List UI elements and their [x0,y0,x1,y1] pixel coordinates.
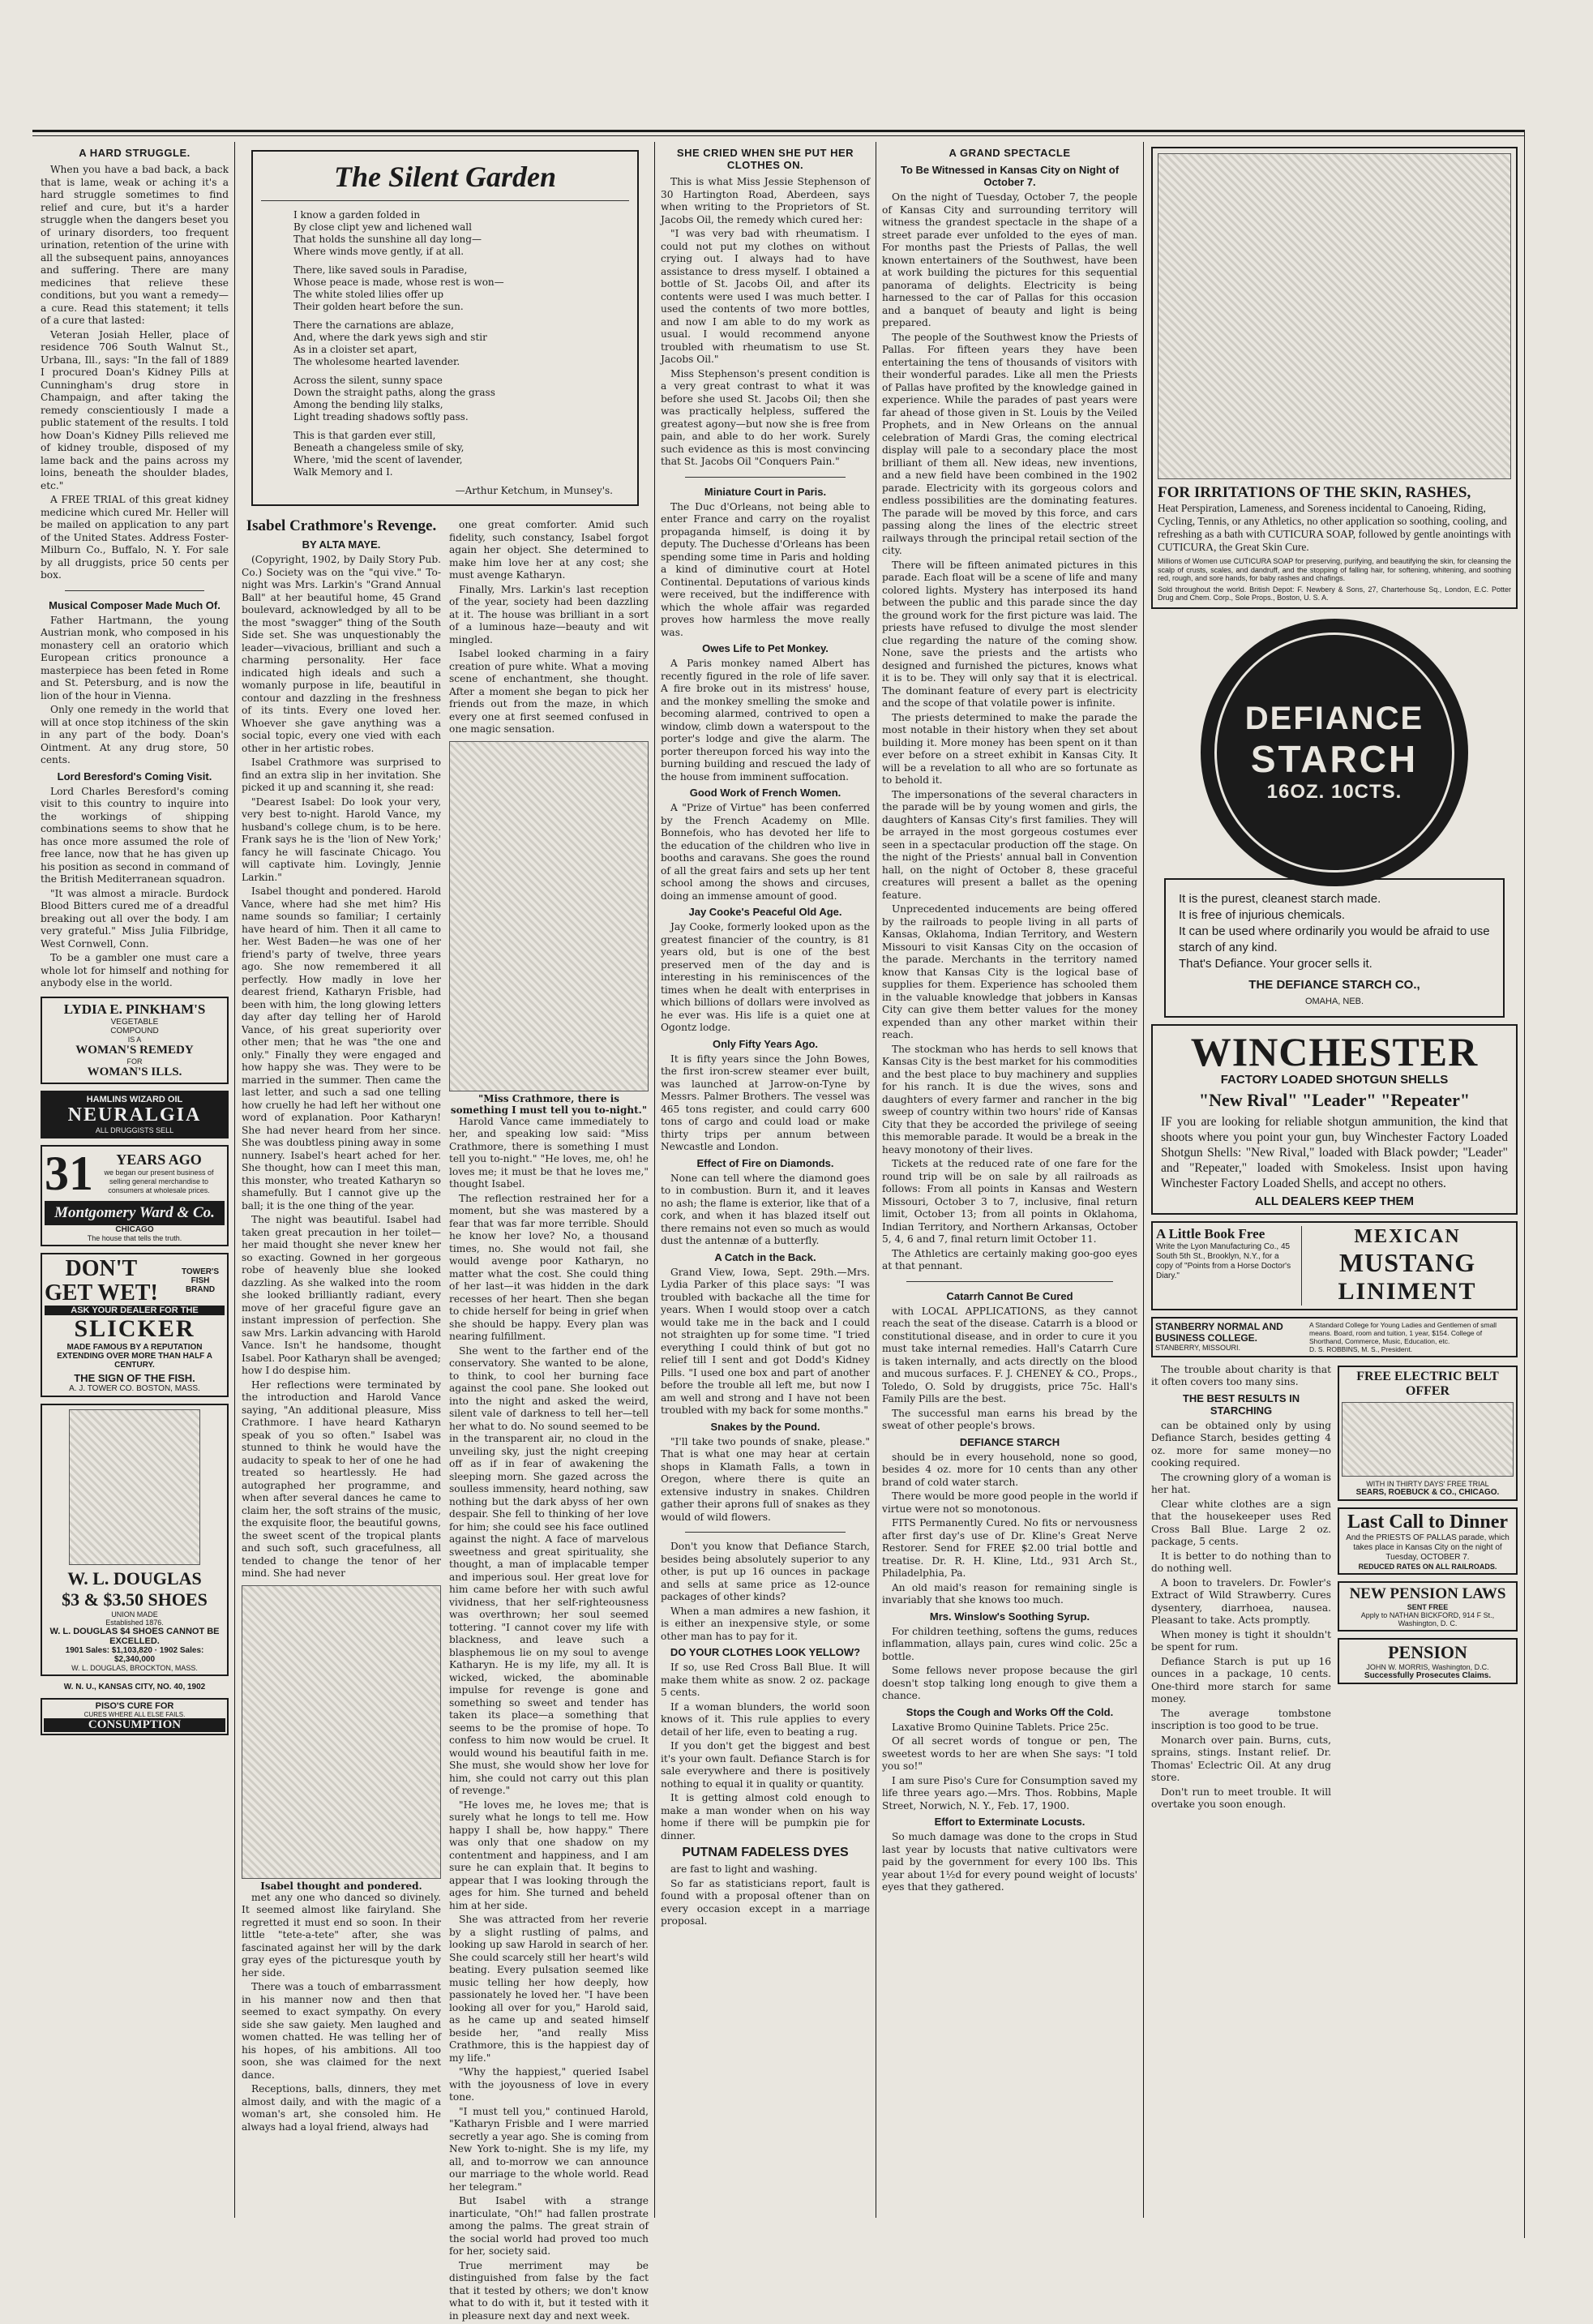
poem-line: Where, 'mid the scent of lavender, [293,454,463,465]
story-text: There was a touch of embarrassment in his manner now and then that seemed to exact sympathy. On every side she saw gaiety. Men laughed and women chatted. He was telling her of his hopes, of his ambitions. All too soon, she was claimed for the next dance. [242,1981,441,2081]
cuticura-illustration [1158,153,1511,479]
article-text: So far as statisticians report, fault is found with a proposal oftener than on every occasion except in a marriage proposal. [661,1877,870,1927]
pension-laws-ad [1338,1581,1518,1632]
article-text: "I was very bad with rheumatism. I could not put my clothes on without crying out. I always had to have assistance to dress myself. I obtained a bottle of St. Jacobs Oil, and after its contents were used I was much better. I used the contents of two more bottles, and now I am able to do my work as usual. I would recommend anyone troubled with rheumatism to use St. Jacobs Oil." [661,228,870,365]
tower-slicker-ad [41,1253,229,1397]
byline: BY ALTA MAYE. [302,538,381,551]
defiance-starch-ad [1151,619,1518,1018]
article-text: There would be more good people in the world if virtue were not so monotonous. [882,1490,1137,1515]
ad-line: Established 1876. [105,1618,164,1627]
item-text: Monarch over pain. Burns, cuts, sprains, stings. Instant relief. Dr. Thomas' Eclectric Oil. At any drug store. [1151,1734,1331,1783]
story-text: "Dearest Isabel: Do look your very, very best to-night. Harold Vance, my husband's college chum, is to be here. Frank says he is the 'lion of New York;' fancy he will fascinate Chicago. You will captivate him. Lovingly, Jennie Larkin." [242,795,441,883]
ad-line: FACTORY LOADED SHOTGUN SHELLS [1220,1072,1449,1087]
ad-line: NEW PENSION LAWS [1349,1584,1506,1602]
poem-line: By close clipt yew and lichened wall [293,221,472,233]
item-text: It is better to do nothing than to do nothing well. [1151,1550,1331,1574]
story-text: Finally, Mrs. Larkin's last reception of the year, society had been dazzling at it. The house was brilliant in a sort of a luminous haze—beauty and wit mingled. [449,583,649,645]
ad-line: It can be used where ordinarily you would be afraid to use starch of any kind. [1179,924,1490,954]
poem-line: Whose peace is made, whose rest is won— [293,277,504,288]
ad-line: W. L. DOUGLAS [67,1567,202,1589]
ad-line: Heat Perspiration, Lameness, and Soreness incidental to Canoeing, Riding, Cycling, Tennis, or any Athletics, no other application so soothing, cooling, and refreshing as a bath with CUTICURA SOAP, followed by gentle anointings with CUTICURA, the Great Skin Cure. [1158,502,1511,553]
ad-line: ASK YOUR DEALER FOR THE [45,1306,225,1315]
column-4 [882,142,1137,2226]
story-text: (Copyright, 1902, by Daily Story Pub. Co.) Society was on the "qui vive." To-night was Mrs. Larkin's "Grand Annual Ball" at her beautiful home, 45 Grand boulevard, acknowledged by all to be the most "swagger" thing of the South Side set. She was unquestionably the leader—vivacious, brilliant and such a charming personality. Her face indicated high ideals and such a womanly purpose in life, beautiful in contour and dazzling in the freshness of its tints. Every one loved her. Whoever she gave anything was a social topic, every one vied with each other in her artistic robes. [242,554,441,754]
ad-line: MEXICAN [1354,1225,1461,1247]
ad-line: STANBERRY, MISSOURI. [1155,1343,1241,1352]
article-heading: Mrs. Winslow's Soothing Syrup. [929,1610,1090,1623]
ad-line: COMPOUND [110,1026,159,1036]
article-text: The priests determined to make the parade the most notable in their history when they set about building it. More money has been spent on it than ever before on a street exhibit in Kansas City. It will be a revelation to all who are so fortunate as to behold it. [882,711,1137,786]
item-text: The trouble about charity is that it often covers too many sins. [1151,1363,1331,1387]
illustration-caption: Isabel thought and pondered. [260,1880,422,1892]
article-text: with LOCAL APPLICATIONS, as they cannot reach the seat of the disease. Catarrh is a blood or constitutional disease, and in order to cure it you must take internal remedies. Hall's Catarrh Cure is taken internally, and acts directly on the blood and mucous surfaces. F. J. CHENEY & CO., Props., Toledo, O. Sold by druggists, price 75c. Hall's Family Pills are the best. [882,1305,1137,1404]
ward-logo: Montgomery Ward & Co. [45,1201,225,1225]
ad-line: D. S. ROBBINS, M. S., President. [1309,1344,1413,1353]
ad-line: W. L. DOUGLAS, BROCKTON, MASS. [71,1663,198,1672]
ad-line: LINIMENT [1338,1277,1477,1305]
story-text: She was attracted from her reverie by a slight rustling of palms, and looking up saw Harold in search of her. She could scarcely still her heart's wild beating. Every pulsation seemed like music telling her how deeply, how passionately he loved her. "I have been looking all over for you," Harold said, as he came up and seated himself beside her, "and really Miss Crathmore, this is the happiest day of my life." [449,1914,649,2064]
article-heading: Good Work of French Women. [689,787,841,799]
article-subheading: To Be Witnessed in Kansas City on Night of October 7. [900,164,1120,188]
ad-line: THE SIGN OF THE FISH. [74,1371,195,1384]
article-text: Laxative Bromo Quinine Tablets. Price 25c. [892,1721,1109,1733]
column-1 [41,142,229,2226]
article-text: "It was almost a miracle. Burdock Blood Bitters cured me of a dreadful breaking out all over the body. I am very grateful." Miss Julia Filbridge, West Cornwell, Conn. [41,887,229,950]
article-heading: DEFIANCE STARCH [959,1435,1060,1448]
ad-line: MUSTANG [1338,1247,1476,1277]
article-text: "I'll take two pounds of snake, please." That is what one may hear at certain shops in Klamath Falls, a town in Oregon, where there is quite an extensive industry in snakes. Children gather their aprons full of snakes as they would of wild flowers. [661,1435,870,1523]
article-text: For children teething, softens the gums, reduces inflammation, allays pain, cures wind colic. 25c a bottle. [882,1625,1137,1662]
poem-line: That holds the sunshine all day long— [293,234,482,245]
ad-line: WOMAN'S REMEDY [75,1043,194,1057]
article-text: There will be fifteen animated pictures in this parade. Each float will be a scene of life and many colored lights. Mystery has interposed its hand between the public and this parade since the day the ground work for the first picture was laid. The priests have refused to divulge the most slender clue regarding the nature of the coming show. None, save the priests and the artists who designed and furnished the pictures, knows what it is to be. They will only say that it is electrical. The dominant feature of every part is electricity and the scope of that volatile power is infinite. [882,559,1137,709]
ad-line: ALL DRUGGISTS SELL [95,1126,174,1134]
poem-line: Down the straight paths, along the grass [293,387,495,398]
poem-line [293,313,629,319]
article-heading: SHE CRIED WHEN SHE PUT HER CLOTHES ON. [676,147,854,171]
article-text: Only one remedy in the world that will at once stop itchiness of the skin in any part of the body. Doan's Ointment. At any drug store, 50 cents. [41,704,229,765]
piso-ad [41,1698,229,1735]
ad-line: Write the Lyon Manufacturing Co., 45 South 5th St., Brooklyn, N.Y., for a copy of "Points from a Horse Doctor's Diary." [1156,1241,1291,1280]
article-text: Father Hartmann, the young Austrian monk, who composed in his monastery cell an oratorio which European critics pronounce a masterpiece has been feted in Rome and St. Petersburg, and is now the lion of the hour in Vienna. [41,614,229,701]
ad-line: CONSUMPTION [44,1718,225,1732]
portrait-illustration [69,1409,200,1565]
article-text: A FREE TRIAL of this great kidney medicine which cured Mr. Heller will be mailed on application to any part of the United States. Address Foster-Milburn Co., Buffalo, N. Y. For sale by all druggists, price 50 cents per box. [41,494,229,581]
montgomery-ward-ad [41,1145,229,1246]
ad-line: The house that tells the truth. [87,1233,182,1242]
article-text: It is fifty years since the John Bowes, the first iron-screw steamer ever built, was launched at Jarrow-on-Tyne by Messrs. Palmer Brothers. The vessel was 465 tons register, and could carry 600 tons of cargo and could load or make thirty trips per annum between Newcastle and London. [661,1053,870,1152]
story-text: Isabel looked charming in a fairy creation of pure white. What a moving scene of enchantment, she thought. After a moment she began to pick her friends out from the maze, in which every one at first seemed confused in one magic sensation. [449,648,649,735]
ad-line: UNION MADE [111,1610,158,1619]
ad-line: IS A [127,1035,142,1044]
poem-line: Among the bending lily stalks, [293,399,443,410]
column-2 [242,142,649,2322]
article-text: Lord Charles Beresford's coming visit to this country to inquire into the workings of shipping combinations seems to show that he has once more assumed the role of free lance, now that he has given up his position as second in command of the British Mediterranean squadron. [41,785,229,885]
article-text: None can tell where the diamond goes to in combustion. Burn it, and it leaves no ash; the flame is exterior, like that of a cork, and when it has blazed itself out there remains not even so much as would dust the antennæ of a butterfly. [661,1172,870,1246]
item-text: When money is tight it shouldn't be spent for rum. [1151,1628,1331,1653]
article-text: On the night of Tuesday, October 7, the people of Kansas City and surrounding territory will witness the grandest spectacle in the shape of a street parade ever unfolded to the eyes of man. For months past the Priests of Pallas, the well known entertainers of the Southwest, have been at work building the pictures for this sequential panorama of delights. Electricity is being harnessed to the car of Pallas for this occasion and a banquet of beauty and light is being prepared. [882,191,1137,328]
ad-line: STARCH [1250,738,1419,780]
divider [906,1281,1113,1282]
last-call-dinner-ad [1338,1507,1518,1575]
ad-line: WOMAN'S ILLS. [87,1065,182,1078]
column-rule [654,142,655,2218]
defiance-seal [1201,619,1468,886]
stanberry-college-ad [1151,1317,1518,1357]
ad-line: 1901 Sales: $1,103,820 · 1902 Sales: $2,340,000 [65,1645,204,1664]
ad-line: DON'T [65,1255,138,1281]
story-text: True merriment may be distinguished from false by the fact that it tested by others; we don't know what to do with it, but it tested with it in pleasure next day and next week. [449,2259,649,2322]
belt-illustration [1342,1402,1514,1477]
poem-line: There the carnations are ablaze, [293,319,454,331]
poem-line: Their golden heart before the sun. [293,301,464,312]
small-items-column [1151,1364,1331,1813]
poem-line: I know a garden folded in [293,209,421,221]
poem-line: Light treading shadows softly pass. [293,411,469,422]
ad-line: OMAHA, NEB. [1304,996,1364,1006]
poem-line: There, like saved souls in Paradise, [293,264,468,276]
poem-line: The wholesome hearted lavender. [293,356,460,367]
story-text: "He loves me, he loves me; that is surely what he longs to tell me. How happy I shall be, how happy." There was only that one shadow on my contentment and happiness, and I am sure he can explain that. It begins to appear that I was looking through the ages for him. She turned and beheld him at her side. [449,1799,649,1911]
article-heading: A HARD STRUGGLE. [79,147,191,159]
article-text: An old maid's reason for remaining single is invariably that she knows too much. [882,1581,1137,1606]
illustration-caption: "Miss Crathmore, there is something I must tell you to-night." [450,1092,648,1116]
divider [65,590,204,591]
article-text: The people of the Southwest know the Priests of Pallas. For fifteen years they have been entertaining the tens of thousands of visitors with their wonderful parades. Like all men the Priests of Pallas have profited by the knowledge gained in experience. While the parades of past years were far ahead of those given in St. Louis by the Veiled Prophets, and in New Orleans on the annual celebration of Mardi Gras, the coming electrical display will pale to a secondary place the most brilliant of them all. New ideas, new inventions, and a new field have been combined in the 1902 parade. Electricity with its gorgeous colors and endless possibilities are the dominating features. The parade will be moved by this force, and cars passing along the lines of the electric street railways through the principal retail section of the city. [882,331,1137,556]
ad-line: It is free of injurious chemicals. [1179,907,1346,922]
story-text: one great comforter. Amid such fidelity, such constancy, Isabel forgot again her object. She determined to make him love her at any cost; she must avenge Katharyn. [449,519,649,581]
ad-line: It is the purest, cleanest starch made. [1179,891,1381,906]
article-text: Grand View, Iowa, Sept. 29th.—Mrs. Lydia Parker of this place says: "I was troubled with backache all the time for years. When I would stoop over a catch would take me in the back and I could not straighten up for some time. "I tried everything I could think of but got no relief till I sent and got Dodd's Kidney Pills. "I used one box and part of another before the trouble all left me, but now I am well and strong and I have not been troubled with my back for some months." [661,1266,870,1416]
article-text: Jay Cooke, formerly looked upon as the greatest financier of the country, is 81 years old, but is one of the best preserved men of the day and is interesting in his reminiscences of the times when he dealt with enterprises in which billions of dollars were involved as he ever was. His life is a quiet one at Ogontz lodge. [661,921,870,1033]
article-text: I am sure Piso's Cure for Consumption saved my life three years ago.—Mrs. Thos. Robbins, Maple Street, Norwich, N. Y., Feb. 17, 1900. [882,1774,1137,1812]
item-heading: THE BEST RESULTS IN STARCHING [1182,1391,1300,1417]
ad-number: 31 [45,1146,93,1200]
ad-line: FOR IRRITATIONS OF THE SKIN, RASHES, [1158,484,1471,501]
poem-line: Beneath a changeless smile of sky, [293,442,465,453]
ad-line: FOR [126,1057,143,1066]
ad-line: NEURALGIA [67,1104,202,1126]
ad-line: Successfully Prosecutes Claims. [1364,1670,1492,1680]
story-text: The night was beautiful. Isabel had taken great precaution in her toilet—her maid thought she never knew her so exacting. Gowned in her gorgeous robe of heavenly blue she looked dazzling. As she walked into the room she looked brilliantly radiant, every move of her graceful figure gave an instant impression of perfection. She saw Mrs. Larkin advancing with Harold Vance. Isn't he handsome, thought Isabel. Poor Katharyn shall be avenged; how I do despise him. [242,1214,441,1376]
ad-line: we began our present business of selling general merchandise to consumers at wholesale prices. [104,1168,214,1194]
item-text: Don't run to meet trouble. It will overtake you soon enough. [1151,1786,1331,1810]
column-3 [661,142,870,2226]
ad-line: REDUCED RATES ON ALL RAILROADS. [1358,1562,1497,1571]
douglas-shoes-ad [41,1404,229,1676]
ad-line: CURES WHERE ALL ELSE FAILS. [84,1710,186,1718]
article-heading: Effort to Exterminate Locusts. [934,1816,1086,1828]
article-text: FITS Permanently Cured. No fits or nervousness after first day's use of Dr. Kline's Great Nerve Restorer. Send for FREE $2.00 trial bottle and treatise. Dr. R. H. Kline, Ltd., 931 Arch St., Philadelphia, Pa. [882,1517,1137,1579]
article-text: Veteran Josiah Heller, place of residence 706 South Walnut St., Urbana, Ill., says: "In the fall of 1889 I procured Doan's Kidney Pills at Cunningham's drug store in Champaign, and after taking the remedy conscientiously I made a public statement of the results. I told how Doan's Kidney Pills relieved me of kidney trouble, disposed of my lame back and the pains across my loins, beneath the shoulder blades, etc." [41,328,229,491]
ad-line: And the PRIESTS OF PALLAS parade, which takes place in Kansas City on the night of Tuesday, OCTOBER 7. [1346,1533,1509,1562]
article-heading: Owes Life to Pet Monkey. [702,642,829,654]
article-heading: Musical Composer Made Much Of. [49,598,221,611]
top-rule [32,130,1524,132]
column-rule [1143,142,1144,2218]
article-text: Don't you know that Defiance Starch, besides being absolutely superior to any other, is put up 16 ounces in package and sells at same price as 12-ounce packages of other kinds? [661,1541,870,1602]
poem-body [293,209,629,478]
story-text: She went to the farther end of the conservatory. She wanted to be alone, to think, to cool her burning face against the cool pane. She looked out into the night and asked the weird, silent vale of darkness to tell her—tell her what to do. No sound seemed to be in the transparent air, no cloud in the unveiling sky, just the night creeping off as if in fear of awakening the sleeping morn. She gazed across the soulless immensity, heard nothing, saw nothing but the dark abyss of her own despair. She fell to thinking of her love for him; she could see his face outlined against the night. A face of marvelous sweetness and great spirituality, she thought, a man of implacable temper and imperious soul. Her great love for him came before her with such awful vividness, that her self-righteousness was overthrown; her soul seemed tottering. "I cannot cover my life with blackness, and leave such a blasphemous lie on my soul to avenge Katharyn. He is my life, my all. It is wicked, wicked, the abominable impulse for revenge is gone and something so sweet and tender has taken its place—a something that seems to be the promise of hope. To confess to him now would be cruel. It would wound his beautiful faith in me. She must, she would show her love for him, she could not carry out this plan of revenge." [449,1344,649,1796]
story-text: The reflection restrained her for a moment, but she was mastered by a fear that was far more terrible. Should he know her love? No, a thousand times, no. She would not fail, she would avenge poor Katharyn, no matter what the cost. She could thing of her last—it was hidden in the dark recesses of her heart. Then she began to chide herself for being in grief when she should be happy. Every plan was nearing fulfillment. [449,1192,649,1342]
article-text: The successful man earns his bread by the sweat of other people's brows. [882,1407,1137,1431]
story-text: Isabel thought and pondered. Harold Vance, where had she met him? His name sounds so familiar; I certainly have heard of him. Then it all came to her. West Baden—he was one of her friend's party of twelve, three years ago. She now remembered it all perfectly. How madly in love her dearest friend, Katharyn Frisble, had been with him, the long glowing letters day after day telling her of Harold Vance, of his great superiority over other men; that he was "the one and only." Finally they were engaged and how happy she was. They were to be married in the summer. Then came the last letter, and such a sad one telling how cruelly he had left her without one word of explanation. Poor Katharyn! She had never heard from her since. She was doubtless pining away in some nunnery. Isabel's heart ached for her. She thought, how can I meet this man, this monster, who treated Katharyn so shamefully. But I cannot give up the ball; it is the one thing of the year. [242,885,441,1211]
column-5 [1151,142,1518,2226]
article-text: The Athletics are certainly making goo-goo eyes at that pennant. [882,1247,1137,1271]
ad-line: IF you are looking for reliable shotgun ammunition, the kind that shoots where you point your gun, buy Winchester Factory Loaded Shotgun Shells: "New Rival," loaded with Black powder; "Leader" and "Repeater," loaded with Smokeless. Insist upon having Winchester Factory Loaded Shells, and accept no others. [1161,1114,1508,1190]
poem-line: As in a cloister set apart, [293,344,418,355]
divider [685,1532,846,1533]
poem-line [293,258,629,264]
ad-line: That's Defiance. Your grocer sells it. [1179,956,1372,971]
ad-line: DEFIANCE [1244,701,1424,736]
story-title: Isabel Crathmore's Revenge. [246,517,437,534]
story-text: "I must tell you," continued Harold, "Katharyn Frisble and I were married secretly a year ago. She is coming from New York to-night. She is my life, my all, and to-morrow we can announce our marriage to the whole world. Read her telegram." [449,2105,649,2193]
small-ads-column [1338,1364,1518,1813]
ad-line: SENT FREE [1407,1602,1449,1611]
poem-line: The white stoled lilies offer up [293,289,444,300]
story-text: met any one who danced so divinely. It seemed almost like fairyland. She regretted it must end so soon. In their little "tete-a-tete" after, she was fascinated against her will by the dark gray eyes of the picturesque youth by her side. [242,1891,441,1979]
story-text: Her reflections were terminated by the introduction and Harold Vance saying, "An additional pleasure, Miss Crathmore. I have heard Katharyn speak of you so often." Isabel was stunned to think he would have the audacity to speak to her of one he had treated so heartlessly. He had autographed her programme, and when after several dances he came to claim her, the soft strains of the music, the exquisite floor, the beautiful gowns, the sweet scent of the tropical plants and such soft, such gracefulness, all tended to change the tenor of her mind. She had never [242,1379,441,1579]
poem-author: —Arthur Ketchum, in Munsey's. [455,485,613,496]
ad-line: SLICKER [74,1314,195,1342]
item-text: A boon to travelers. Dr. Fowler's Extract of Wild Strawberry. Cures dysentery, diarrhoea, nausea. Pleasant to take. Acts promptly. [1151,1576,1331,1626]
story-text: But Isabel with a strange inarticulate, "Oh!" had fallen prostrate among the palms. The great strain of the social world had proved too much for her, society said. [449,2195,649,2257]
hamlins-ad [41,1091,229,1138]
ad-line: 16OZ. 10CTS. [1266,781,1402,803]
item-text: Defiance Starch is put up 16 ounces in a package, 10 cents. One-third more starch for same money. [1151,1655,1331,1704]
story-column-left [242,512,441,2324]
ad-line: WINCHESTER [1190,1028,1479,1074]
article-heading: Lord Beresford's Coming Visit. [57,770,212,783]
article-text: should be in every household, none so good, besides 4 oz. more for 10 cents than any other brand of cold water starch. [882,1451,1137,1488]
poem-box [251,150,639,506]
article-heading: Effect of Fire on Diamonds. [696,1156,834,1169]
ad-line: ALL DEALERS KEEP THEM [1254,1194,1415,1208]
mustang-liniment-ad [1151,1221,1518,1310]
article-text: To be a gambler one must care a whole lot for himself and nothing for anybody else in the world. [41,952,229,988]
poem-title: The Silent Garden [261,160,629,201]
ad-line: THE DEFIANCE STARCH CO., [1248,977,1420,992]
article-text: The stockman who has herds to sell knows that Kansas City is the best market for his commodities and the best place to buy machinery and supplies for his ranch. It is due the wives, sons and daughters of every farmer and rancher in the big sweep of country within two hours' ride of Kansas City that they be accorded the privilege of seeing this memorable parade. It would be a break in the heavy monotony of their lives. [882,1043,1137,1156]
article-text: A Paris monkey named Albert has recently figured in the role of life saver. A fire broke out in its mistress' house, and the monkey smelling the smoke and becoming alarmed, contrived to open a window, climb down a waterspout to the porter's lodge and give the alarm. The porter thereupon forced his way into the burning building and rescued the lady of the house from imminent suffocation. [661,658,870,783]
item-text: The average tombstone inscription is too good to be true. [1151,1707,1331,1731]
article-text: The Duc d'Orleans, not being able to enter France and carry on the royalist propaganda himself, is doing it by deputy. The Duchesse d'Orleans has been spending some time in Paris and holding a kind of diminutive court at Hotel Continental. Deputations of various kinds were received, but the indifference with which the whole affair was regarded proves how harmless the move really was. [661,500,870,638]
item-text: The crowning glory of a woman is her hat. [1151,1471,1331,1495]
article-text: Unprecedented inducements are being offered by the railroads to people living in all parts of Kansas, Oklahoma, Indian Territory, and Western Missouri to visit Kansas City on the occasion of the parade. Merchants in the territory named know that Kansas City is the logical base of supplies for them. Experience has schooled them in the valuable knowledge that jobbers in Kansas City can give them better values for the money expended than any other market within their reach. [882,903,1137,1040]
ad-line: CHICAGO [115,1224,154,1234]
ad-line: TOWER'S FISH BRAND [181,1267,220,1294]
article-heading: DO YOUR CLOTHES LOOK YELLOW? [670,1646,861,1658]
article-heading: Catarrh Cannot Be Cured [946,1289,1073,1302]
item-text: Clear white clothes are a sign that the housekeeper uses Red Cross Ball Blue. Large 2 oz. package, 5 cents. [1151,1498,1331,1547]
article-heading: A GRAND SPECTACLE [949,147,1071,159]
poem-line: Across the silent, sunny space [293,375,443,386]
article-text: Some fellows never propose because the girl doesn't stop talking long enough to give them a chance. [882,1665,1137,1701]
pension-claims-ad [1338,1638,1518,1684]
article-text: A "Prize of Virtue" has been conferred by the French Academy on Mlle. Bonnefois, who has devoted her life to the education of the children who live in booths and caravans. She goes the round of all the great fairs and sets up her tent school among the shows and circuses, doing an immense amount of good. [661,802,870,902]
article-heading: Stops the Cough and Works Off the Cold. [906,1705,1114,1718]
poem-line: And, where the dark yews sigh and stir [293,332,487,343]
right-page-edge [1524,130,1525,2238]
article-heading: Miniature Court in Paris. [704,485,827,498]
ad-line: FREE ELECTRIC BELT OFFER [1356,1369,1499,1398]
story-text: "Why the happiest," queried Isabel with the joyousness of love in every tone. [449,2066,649,2103]
ad-line: WITH IN THIRTY DAYS' FREE TRIAL [1366,1479,1489,1488]
article-heading: PUTNAM FADELESS DYES [682,1846,849,1859]
footer-line: W. N. U., KANSAS CITY, NO. 40, 1902 [63,1682,206,1692]
electric-belt-ad [1338,1366,1518,1501]
ad-line: STANBERRY NORMAL AND BUSINESS COLLEGE. [1155,1320,1283,1344]
article-text: If a woman blunders, the world soon knows of it. This rule applies to every detail of her life, even to beating a rug. [661,1700,870,1738]
ad-line: VEGETABLE [110,1017,159,1027]
poem-line: Walk Memory and I. [293,466,393,478]
ad-line: HAMLINS WIZARD OIL [86,1094,183,1104]
ad-line: PENSION [1388,1641,1467,1662]
story-text: Isabel Crathmore was surprised to find an extra slip in her invitation. She picked it up and scanning it, she read: [242,757,441,793]
ad-line: PISO'S CURE FOR [95,1700,174,1711]
ad-line: Millions of Women use CUTICURA SOAP for preserving, purifying, and beautifying the skin, for cleansing the scalp of crusts, scales, and dandruff, and the stopping of falling hair, for softening, whitening, and soothing red, rough, and sore hands, for baby rashes and chafings. [1158,557,1511,582]
article-text: When you have a bad back, a back that is lame, weak or aching it's a hard struggle sometimes to find relief and cure, but it's a harder struggle when the dangers beset you of urinary disorders, too frequent urination, retention of the urine with all the subsequent pains, annoyances and suffering. There are many medicines that relieve these conditions, but you want a remedy—a cure. Read this statement; it tells of a cure that lasted: [41,164,229,326]
article-text: So much damage was done to the crops in Stud last year by locusts that native cultivators were paid by the government for every 100 lbs. This year about 1½d for every pound weight of locusts' eyes that they gathered. [882,1831,1137,1893]
story-column-right [449,512,649,2324]
winchester-ad [1151,1024,1518,1215]
poem-line: This is that garden ever still, [293,430,436,441]
ad-line: Sold throughout the world. British Depot: F. Newbery & Sons, 27, Charterhouse Sq., London, E.C. Potter Drug and Chem. Corp., Sole Props., Boston, U. S. A. [1158,585,1511,602]
article-text: If you don't get the biggest and best it's your own fault. Defiance Starch is for sale everywhere and there is positively nothing to equal it in quality or quantity. [661,1740,870,1790]
ad-line: Last Call to Dinner [1347,1511,1508,1533]
ad-line: GET WET! [45,1280,158,1306]
ad-line: JOHN W. MORRIS, Washington, D.C. [1366,1662,1489,1671]
story-illustration [242,1585,441,1879]
poem-line: Where winds move gently, if at all. [293,246,465,257]
article-heading: Jay Cooke's Peaceful Old Age. [688,906,842,918]
story-illustration [449,741,649,1091]
ad-line: Apply to NATHAN BICKFORD, 914 F St., Washington, D. C. [1360,1610,1495,1627]
story-text: Harold Vance came immediately to her, and speaking low said: "Miss Crathmore, there is something I must tell you to-night." "He loves, me, oh! he loves me; it must be that he loves me," thought Isabel. [449,1115,649,1190]
ad-line: LYDIA E. PINKHAM'S [63,1001,206,1017]
ad-line: YEARS AGO [116,1151,202,1168]
ad-line: W. L. DOUGLAS $4 SHOES CANNOT BE EXCELLED. [49,1626,220,1646]
article-text: Of all secret words of tongue or pen, The sweetest words to her are when She says: "I told you so!" [882,1735,1137,1772]
article-heading: A Catch in the Back. [714,1250,816,1263]
article-heading: Snakes by the Pound. [710,1420,820,1433]
item-text: can be obtained only by using Defiance Starch, besides getting 4 oz. more for same money—no cooking required. [1151,1419,1331,1469]
article-text: When a man admires a new fashion, it is either an inexpensive style, or some other man has to pay for it. [661,1605,870,1642]
ad-line: "New Rival" "Leader" "Repeater" [1198,1089,1471,1110]
article-text: are fast to light and washing. [670,1863,818,1875]
poem-line [293,423,629,430]
article-text: The impersonations of the several characters in the parade will be by young women and girls, the daughters of Kansas City's first families. They will be arrayed in the most gorgeous costumes ever seen in a spectacular production off the stage. On the night of the Priests' annual ball in Convention hall, on the night of October 8, these graceful creatures will present a ballet as the opening feature. [882,788,1137,901]
article-text: If so, use Red Cross Ball Blue. It will make them white as snow. 2 oz. package 5 cents. [661,1662,870,1698]
article-text: Tickets at the reduced rate of one fare for the round trip will be on sale by all railroads as follows: From all points in Kansas and Western Missouri, October 3 to 7, inclusive, final return limit, October 13; from all points in Oklahoma, Indian Territory, and Northern Arkansas, October 5, 4, 6 and 7, final return limit October 11. [882,1158,1137,1245]
story-text: Receptions, balls, dinners, they met almost daily, and with the magic of a woman's art, she consoled him. He always had a loyal friend, always had [242,2083,441,2133]
top-rule-thin [32,135,1524,136]
ad-line: $3 & $3.50 SHOES [62,1589,208,1610]
ad-line: MADE FAMOUS BY A REPUTATION EXTENDING OVER MORE THAN HALF A CENTURY. [57,1342,212,1370]
cuticura-ad [1151,147,1518,609]
ad-line: SEARS, ROEBUCK & CO., CHICAGO. [1355,1487,1500,1497]
article-text: It is getting almost cold enough to make a man wonder when on his way home if there will be pumpkin pie for dinner. [661,1792,870,1842]
ad-line: A Standard College for Young Ladies and Gentlemen of small means. Board, room and tuition, 1 year, $154. College of Shorthand, Commerce, Music, Education, etc. [1309,1320,1497,1345]
poem-line [293,368,629,375]
divider [685,477,846,478]
defiance-box [1164,878,1505,1018]
column-rule [234,142,235,2218]
pinkham-ad [41,997,229,1084]
article-text: Miss Stephenson's present condition is a very great contrast to what it was before she used St. Jacobs Oil; then she was practically helpless, suffered the greatest agony—but now she is free from pain, and able to do her work. Surely such evidence as this is most convincing that St. Jacobs Oil "Conquers Pain." [661,367,870,467]
ad-line: A Little Book Free [1156,1225,1265,1241]
article-heading: Only Fifty Years Ago. [712,1037,819,1050]
ad-line: A. J. TOWER CO. BOSTON, MASS. [69,1383,200,1393]
article-text: This is what Miss Jessie Stephenson of 30 Hartington Road, Aberdeen, says when writing to the Proprietors of St. Jacobs Oil, the remedy which cured her: [661,176,870,225]
